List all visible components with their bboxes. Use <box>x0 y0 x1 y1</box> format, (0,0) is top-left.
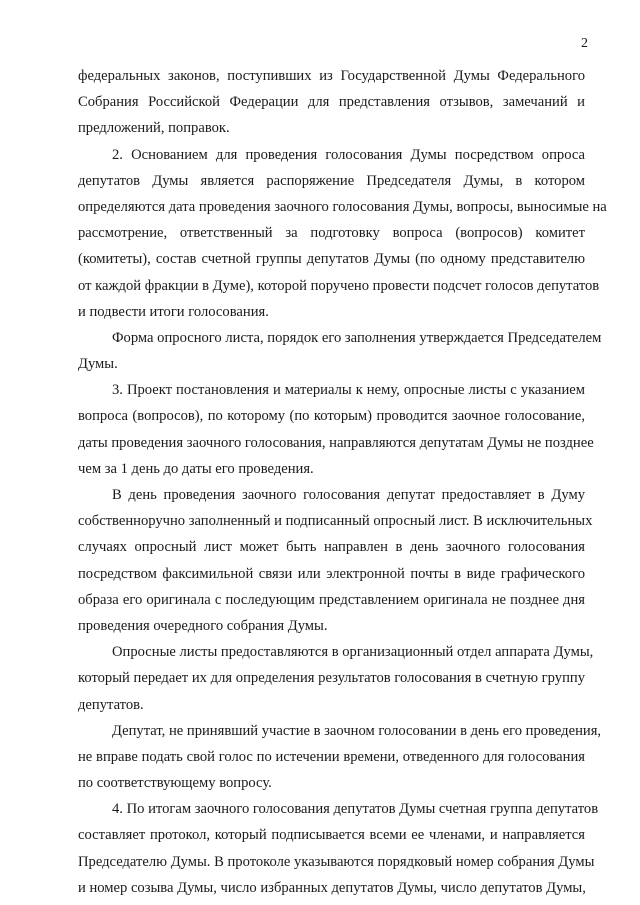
text-line: депутатов. <box>78 696 144 713</box>
text-line: федеральных законов, поступивших из Государственной Думы Федерального <box>78 68 585 84</box>
text-line: депутатов Думы является распоряжение Председателя Думы, в котором <box>78 172 585 189</box>
text-line: Форма опросного листа, порядок его заполнения утверждается Председателем <box>112 329 602 346</box>
text-line: составляет протокол, который подписывается всеми ее членами, и направляется <box>78 827 585 844</box>
text-line: посредством факсимильной связи или электронной почты в виде графического <box>78 565 585 582</box>
text-line: собственноручно заполненный и подписанный опросный лист. В исключительных <box>78 513 593 530</box>
text-line: образа его оригинала с последующим представлением оригинала не позднее дня <box>78 591 585 608</box>
paragraph <box>78 639 594 718</box>
text-line: который передает их для определения результатов голосования в счетную группу <box>78 670 585 687</box>
text-line: предложений, поправок. <box>78 120 230 137</box>
text-line: чем за 1 день до даты его проведения. <box>78 460 314 477</box>
page-number: 2 <box>581 36 588 51</box>
document-body <box>78 63 607 901</box>
text-line: 2. Основанием для проведения голосования Думы посредством опроса <box>112 146 585 163</box>
text-line: по соответствующему вопросу. <box>78 775 272 792</box>
text-line: вопроса (вопросов), по которому (по которым) проводится заочное голосование, <box>78 408 585 425</box>
text-line: рассмотрение, ответственный за подготовку вопроса (вопросов) комитет <box>78 225 585 242</box>
text-line: Депутат, не принявший участие в заочном голосовании в день его проведения, <box>112 722 602 739</box>
paragraph <box>78 796 599 901</box>
paragraph <box>78 325 602 377</box>
text-line: проведения очередного собрания Думы. <box>78 617 328 634</box>
text-line: 4. По итогам заочного голосования депутатов Думы счетная группа депутатов <box>112 801 599 818</box>
text-line: от каждой фракции в Думе), которой поручено провести подсчет голосов депутатов <box>78 277 600 294</box>
text-line: Собрания Российской Федерации для представления отзывов, замечаний и <box>78 94 585 111</box>
paragraph <box>78 482 593 639</box>
paragraph <box>78 718 602 797</box>
text-line: В день проведения заочного голосования депутат предоставляет в Думу <box>112 487 585 503</box>
text-line: не вправе подать свой голос по истечении времени, отведенного для голосования <box>78 748 585 765</box>
text-line: (комитеты), состав счетной группы депутатов Думы (по одному представителю <box>78 251 585 268</box>
text-line: Председателю Думы. В протоколе указываются порядковый номер собрания Думы <box>78 853 595 870</box>
paragraph <box>78 142 607 325</box>
text-line: 3. Проект постановления и материалы к нему, опросные листы с указанием <box>112 382 585 399</box>
paragraph <box>78 63 585 142</box>
text-line: случаях опросный лист может быть направлен в день заочного голосования <box>78 539 585 556</box>
text-line: Опросные листы предоставляются в организационный отдел аппарата Думы, <box>112 644 594 661</box>
text-line: и номер созыва Думы, число избранных депутатов Думы, число депутатов Думы, <box>78 879 586 896</box>
paragraph <box>78 377 594 482</box>
text-line: и подвести итоги голосования. <box>78 303 269 320</box>
text-line: определяются дата проведения заочного голосования Думы, вопросы, выносимые на <box>78 198 607 215</box>
text-line: даты проведения заочного голосования, направляются депутатам Думы не позднее <box>78 434 594 451</box>
text-line: Думы. <box>78 356 118 373</box>
